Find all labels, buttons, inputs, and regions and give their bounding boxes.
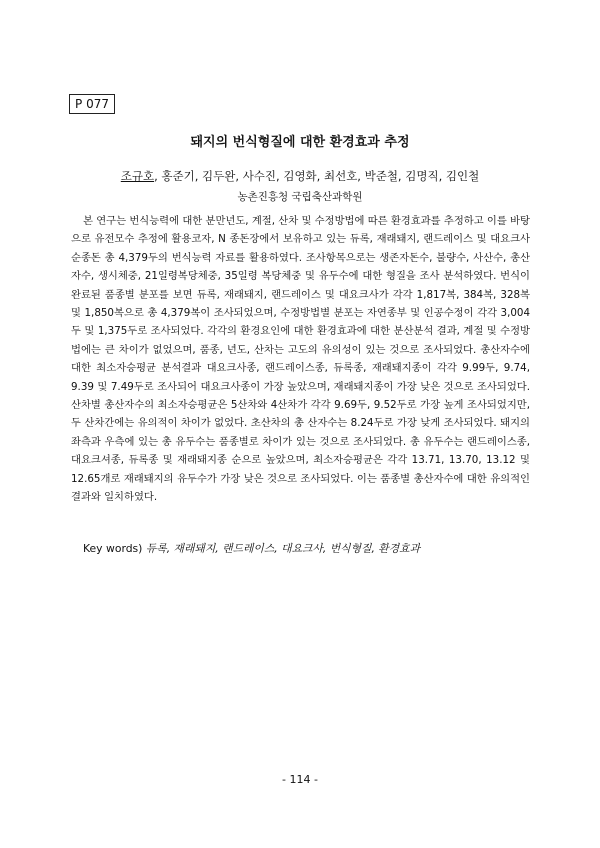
paper-title: 돼지의 번식형질에 대한 환경효과 추정 [190, 135, 410, 150]
poster-code-box: P 077 [69, 94, 115, 114]
keywords-line [83, 541, 543, 556]
affiliation: 농촌진흥청 국립축산과학원 [237, 191, 363, 203]
keywords-values: 듀록, 재래돼지, 랜드레이스, 대요크사, 번식형질, 환경효과 [145, 542, 421, 555]
page-number: - 114 - [282, 773, 318, 786]
presenting-author: 조규호 [120, 169, 155, 183]
author-list [0, 168, 600, 184]
keywords-label: Key words) [83, 542, 143, 555]
co-authors: , 홍준기, 김두완, 사수진, 김영화, 최선호, 박준철, 김명직, 김인철 [154, 169, 480, 183]
abstract-body: 본 연구는 번식능력에 대한 분만년도, 계절, 산차 및 수정방법에 따른 환경효과를 추정하고 이를 바탕으로 유전모수 추정에 활용코자, N 종돈장에서 보유하고 있는 듀록, 재래돼지, 랜드레이스 및 대요크사 순종돈 총 4,379두의 번식능력 자료를 활용하였다. 조사항목으로는 생존자돈수, 불량수, 사산수, 총산자수, 생시체중, 21일령복당체중, 35일령 복당체중 및 유두수에 대한 형질을 조사 분석하였다. 번식이 완료된 품종별 분포를 보면 듀록, 재래돼지, 랜드레이스 및 대요크사가 각각 1,817복, 384복, 328복 및 1,850복으로 총 4,379복이 조사되었으며, 수정방법별 분포는 자연종부 및 인공수정이 각각 3,004두 및 1,375두로 조사되었다. 각각의 환경요인에 대한 환경효과에 대한 분산분석 결과, 계절 및 수정방법에는 큰 차이가 없었으며, 품종, 년도, 산차는 고도의 유의성이 있는 것으로 조사되었다. 총산자수에 대한 최소자승평균 분석결과 대요크사종, 랜드레이스종, 듀록종, 재래돼지종이 각각 9.99두, 9.74, 9.39 및 7.49두로 조사되어 대요크사종이 가장 높았으며, 재래돼지종이 가장 낮은 것으로 조사되었다. 산차별 총산자수의 최소자승평균은 5산차와 4산차가 각각 9.69두, 9.52두로 가장 높게 조사되었지만, 두 산차간에는 유의적이 차이가 없었다. 초산차의 총 산자수는 8.24두로 가장 낮게 조사되었다. 돼지의 좌측과 우측에 있는 총 유두수는 품종별로 차이가 있는 것으로 조사되었다. 총 유두수는 랜드레이스종, 대요크셔종, 듀록종 및 재래돼지종 순으로 높았으며, 최소자승평균은 각각 13.71, 13.70, 13.12 및 12.65개로 재래돼지의 유두수가 가장 낮은 것으로 조사되었다. 이는 품종별 총산자수에 대한 유의적인 결과와 일치하였다. [71, 215, 530, 504]
